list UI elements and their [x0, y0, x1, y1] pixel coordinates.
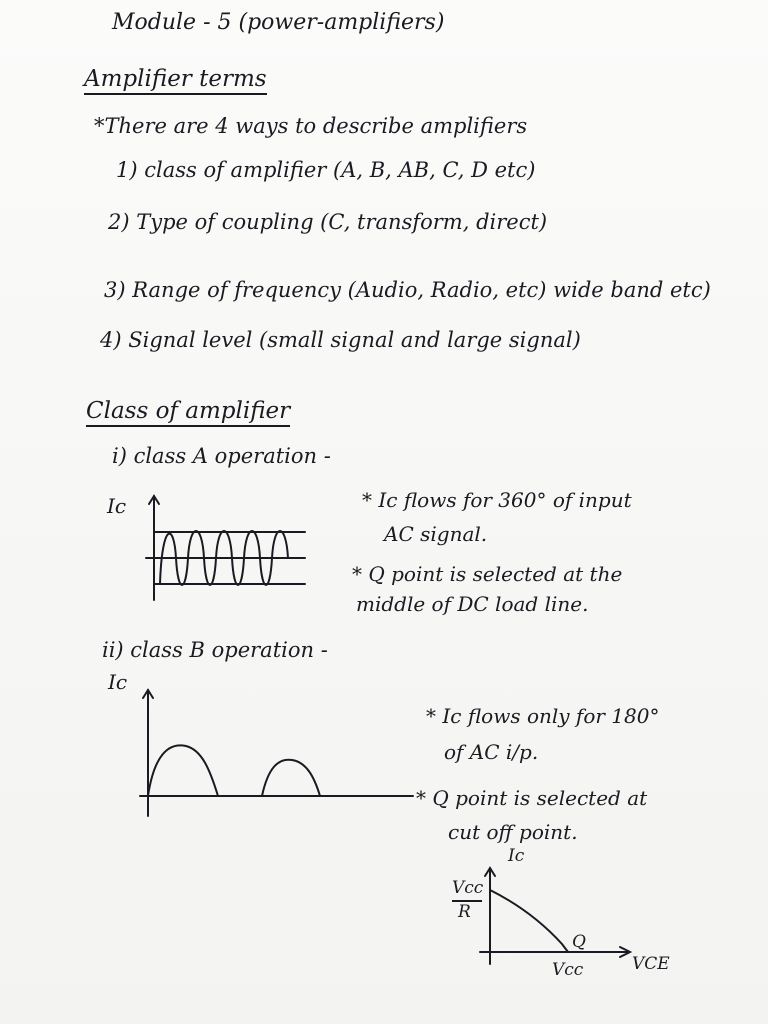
class-b-note: * Ic flows only for 180°	[426, 704, 660, 728]
list-item: 1) class of amplifier (A, B, AB, C, D etc)	[116, 158, 536, 182]
page-title: Module - 5 (power-amplifiers)	[112, 10, 445, 35]
class-b-title: ii) class B operation -	[102, 638, 328, 662]
section-heading-amplifier-terms: Amplifier terms	[84, 68, 267, 95]
class-a-note: * Ic flows for 360° of input	[362, 488, 632, 512]
class-a-axis-label: Ic	[107, 494, 127, 518]
intro-line: *There are 4 ways to describe amplifiers	[94, 114, 528, 138]
class-b-waveform	[138, 684, 418, 824]
class-a-title: i) class A operation -	[112, 444, 331, 468]
class-a-note: * Q point is selected at the	[352, 562, 623, 586]
list-item: 4) Signal level (small signal and large signal)	[100, 328, 581, 352]
loadline-x-intercept: Vcc	[552, 960, 584, 980]
class-b-note: of AC i/p.	[444, 740, 539, 764]
class-b-note: * Q point is selected at	[416, 786, 648, 810]
loadline-y-intercept-num: Vcc	[452, 878, 484, 898]
section-heading-class-of-amplifier: Class of amplifier	[86, 400, 290, 427]
loadline-q-point: Q	[572, 932, 586, 952]
loadline-x-axis-label: VCE	[632, 954, 670, 974]
loadline-y-intercept-den: R	[458, 902, 471, 922]
class-a-note: middle of DC load line.	[356, 592, 589, 616]
class-b-axis-label: Ic	[108, 670, 128, 694]
class-b-note: cut off point.	[448, 820, 578, 844]
class-a-waveform	[140, 492, 310, 612]
loadline-y-label: Ic	[508, 846, 525, 866]
class-a-note: AC signal.	[384, 522, 488, 546]
list-item: 3) Range of frequency (Audio, Radio, etc) wide band etc)	[104, 278, 711, 302]
list-item: 2) Type of coupling (C, transform, direct)	[108, 210, 548, 234]
